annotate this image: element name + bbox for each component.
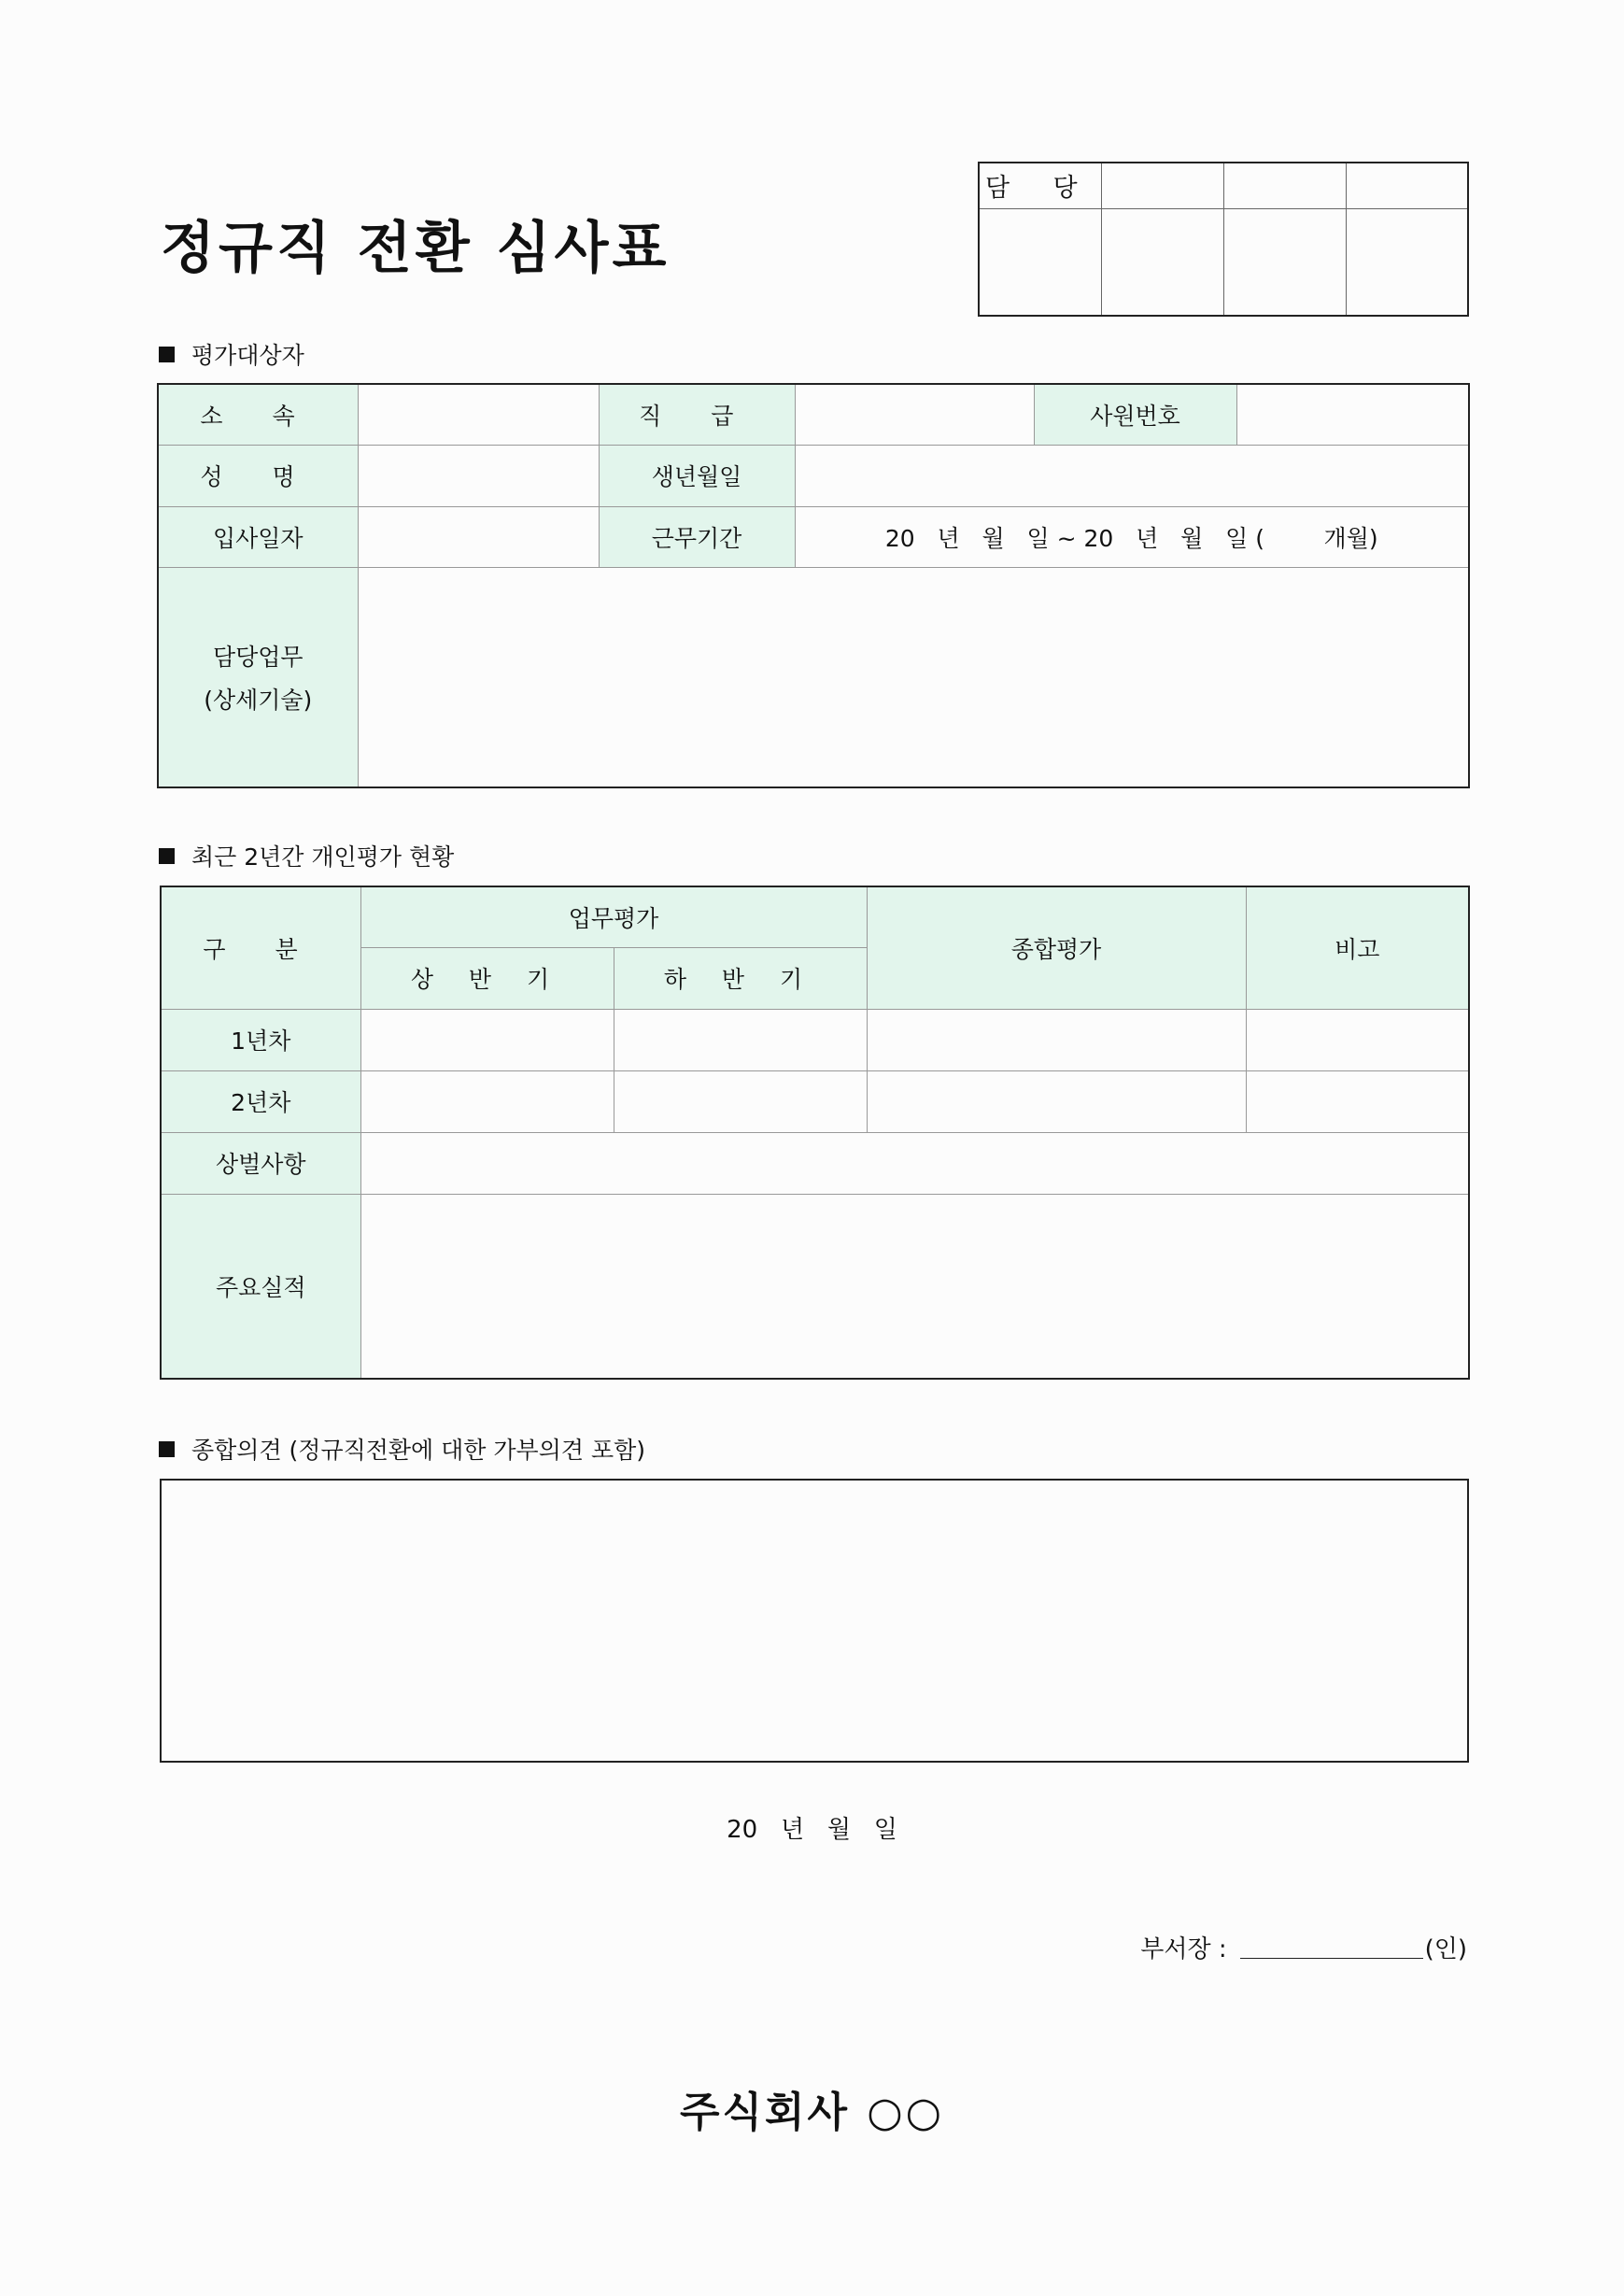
seal-label: (인) xyxy=(1424,1935,1467,1963)
square-bullet-icon xyxy=(159,1441,175,1457)
label-duty-line2: (상세기술) xyxy=(204,686,313,714)
year2-first-half-field[interactable] xyxy=(360,1070,614,1132)
label-birth: 생년월일 xyxy=(599,445,795,506)
label-work-period: 근무기간 xyxy=(599,506,795,567)
duty-field[interactable] xyxy=(358,567,1469,787)
label-achievements: 주요실적 xyxy=(161,1194,360,1379)
approval-header-cell xyxy=(1223,163,1346,208)
label-year2: 2년차 xyxy=(161,1070,360,1132)
approval-box xyxy=(978,162,1469,317)
achievements-field[interactable] xyxy=(360,1194,1469,1379)
label-duty-line1: 담당업무 xyxy=(212,643,304,671)
year1-remarks-field[interactable] xyxy=(1246,1009,1469,1070)
target-table xyxy=(157,383,1470,788)
label-second-half: 하 반 기 xyxy=(614,947,867,1009)
section-heading-target xyxy=(159,337,304,371)
approval-header-label: 담 당 xyxy=(979,163,1101,208)
company-name: 주식회사 ○○ xyxy=(679,2089,945,2136)
section-heading-label: 평가대상자 xyxy=(191,342,304,369)
work-period-field[interactable]: 20 년 월 일 ~ 20 년 월 일 ( 개월) xyxy=(795,506,1469,567)
label-year1: 1년차 xyxy=(161,1009,360,1070)
approval-sign-cell[interactable] xyxy=(1346,208,1468,316)
year1-second-half-field[interactable] xyxy=(614,1009,867,1070)
label-overall: 종합평가 xyxy=(867,886,1246,1009)
affiliation-field[interactable] xyxy=(358,384,599,445)
position-field[interactable] xyxy=(795,384,1034,445)
signature-line xyxy=(1140,1930,1467,1964)
year1-overall-field[interactable] xyxy=(867,1009,1246,1070)
evaluation-table xyxy=(160,886,1470,1380)
approval-sign-cell[interactable] xyxy=(979,208,1101,316)
awards-field[interactable] xyxy=(360,1132,1469,1194)
square-bullet-icon xyxy=(159,347,175,362)
page-title: 정규직 전환 심사표 xyxy=(161,216,671,281)
section-heading-label: 최근 2년간 개인평가 현황 xyxy=(191,843,455,871)
label-first-half: 상 반 기 xyxy=(360,947,614,1009)
label-awards: 상벌사항 xyxy=(161,1132,360,1194)
label-name: 성 명 xyxy=(158,445,358,506)
year2-overall-field[interactable] xyxy=(867,1070,1246,1132)
name-field[interactable] xyxy=(358,445,599,506)
signature-field[interactable] xyxy=(1240,1958,1423,1959)
birth-field[interactable] xyxy=(795,445,1469,506)
year2-second-half-field[interactable] xyxy=(614,1070,867,1132)
approval-sign-cell[interactable] xyxy=(1101,208,1223,316)
section-heading-opinion xyxy=(159,1432,645,1466)
section-heading-label: 종합의견 (정규직전환에 대한 가부의견 포함) xyxy=(191,1437,645,1464)
date-line: 20 년 월 일 xyxy=(727,1816,897,1844)
label-work-eval: 업무평가 xyxy=(360,886,867,947)
approval-header-cell xyxy=(1346,163,1468,208)
signature-label: 부서장 : xyxy=(1140,1935,1227,1963)
year1-first-half-field[interactable] xyxy=(360,1009,614,1070)
approval-sign-cell[interactable] xyxy=(1223,208,1346,316)
label-position: 직 급 xyxy=(599,384,795,445)
label-remarks: 비고 xyxy=(1246,886,1469,1009)
label-duty xyxy=(158,567,358,787)
section-heading-evaluation xyxy=(159,839,454,872)
approval-header-cell xyxy=(1101,163,1223,208)
employee-no-field[interactable] xyxy=(1236,384,1469,445)
label-category: 구 분 xyxy=(161,886,360,1009)
square-bullet-icon xyxy=(159,848,175,864)
label-hire-date: 입사일자 xyxy=(158,506,358,567)
opinion-field[interactable] xyxy=(160,1479,1469,1763)
hire-date-field[interactable] xyxy=(358,506,599,567)
year2-remarks-field[interactable] xyxy=(1246,1070,1469,1132)
label-employee-no: 사원번호 xyxy=(1034,384,1236,445)
label-affiliation: 소 속 xyxy=(158,384,358,445)
